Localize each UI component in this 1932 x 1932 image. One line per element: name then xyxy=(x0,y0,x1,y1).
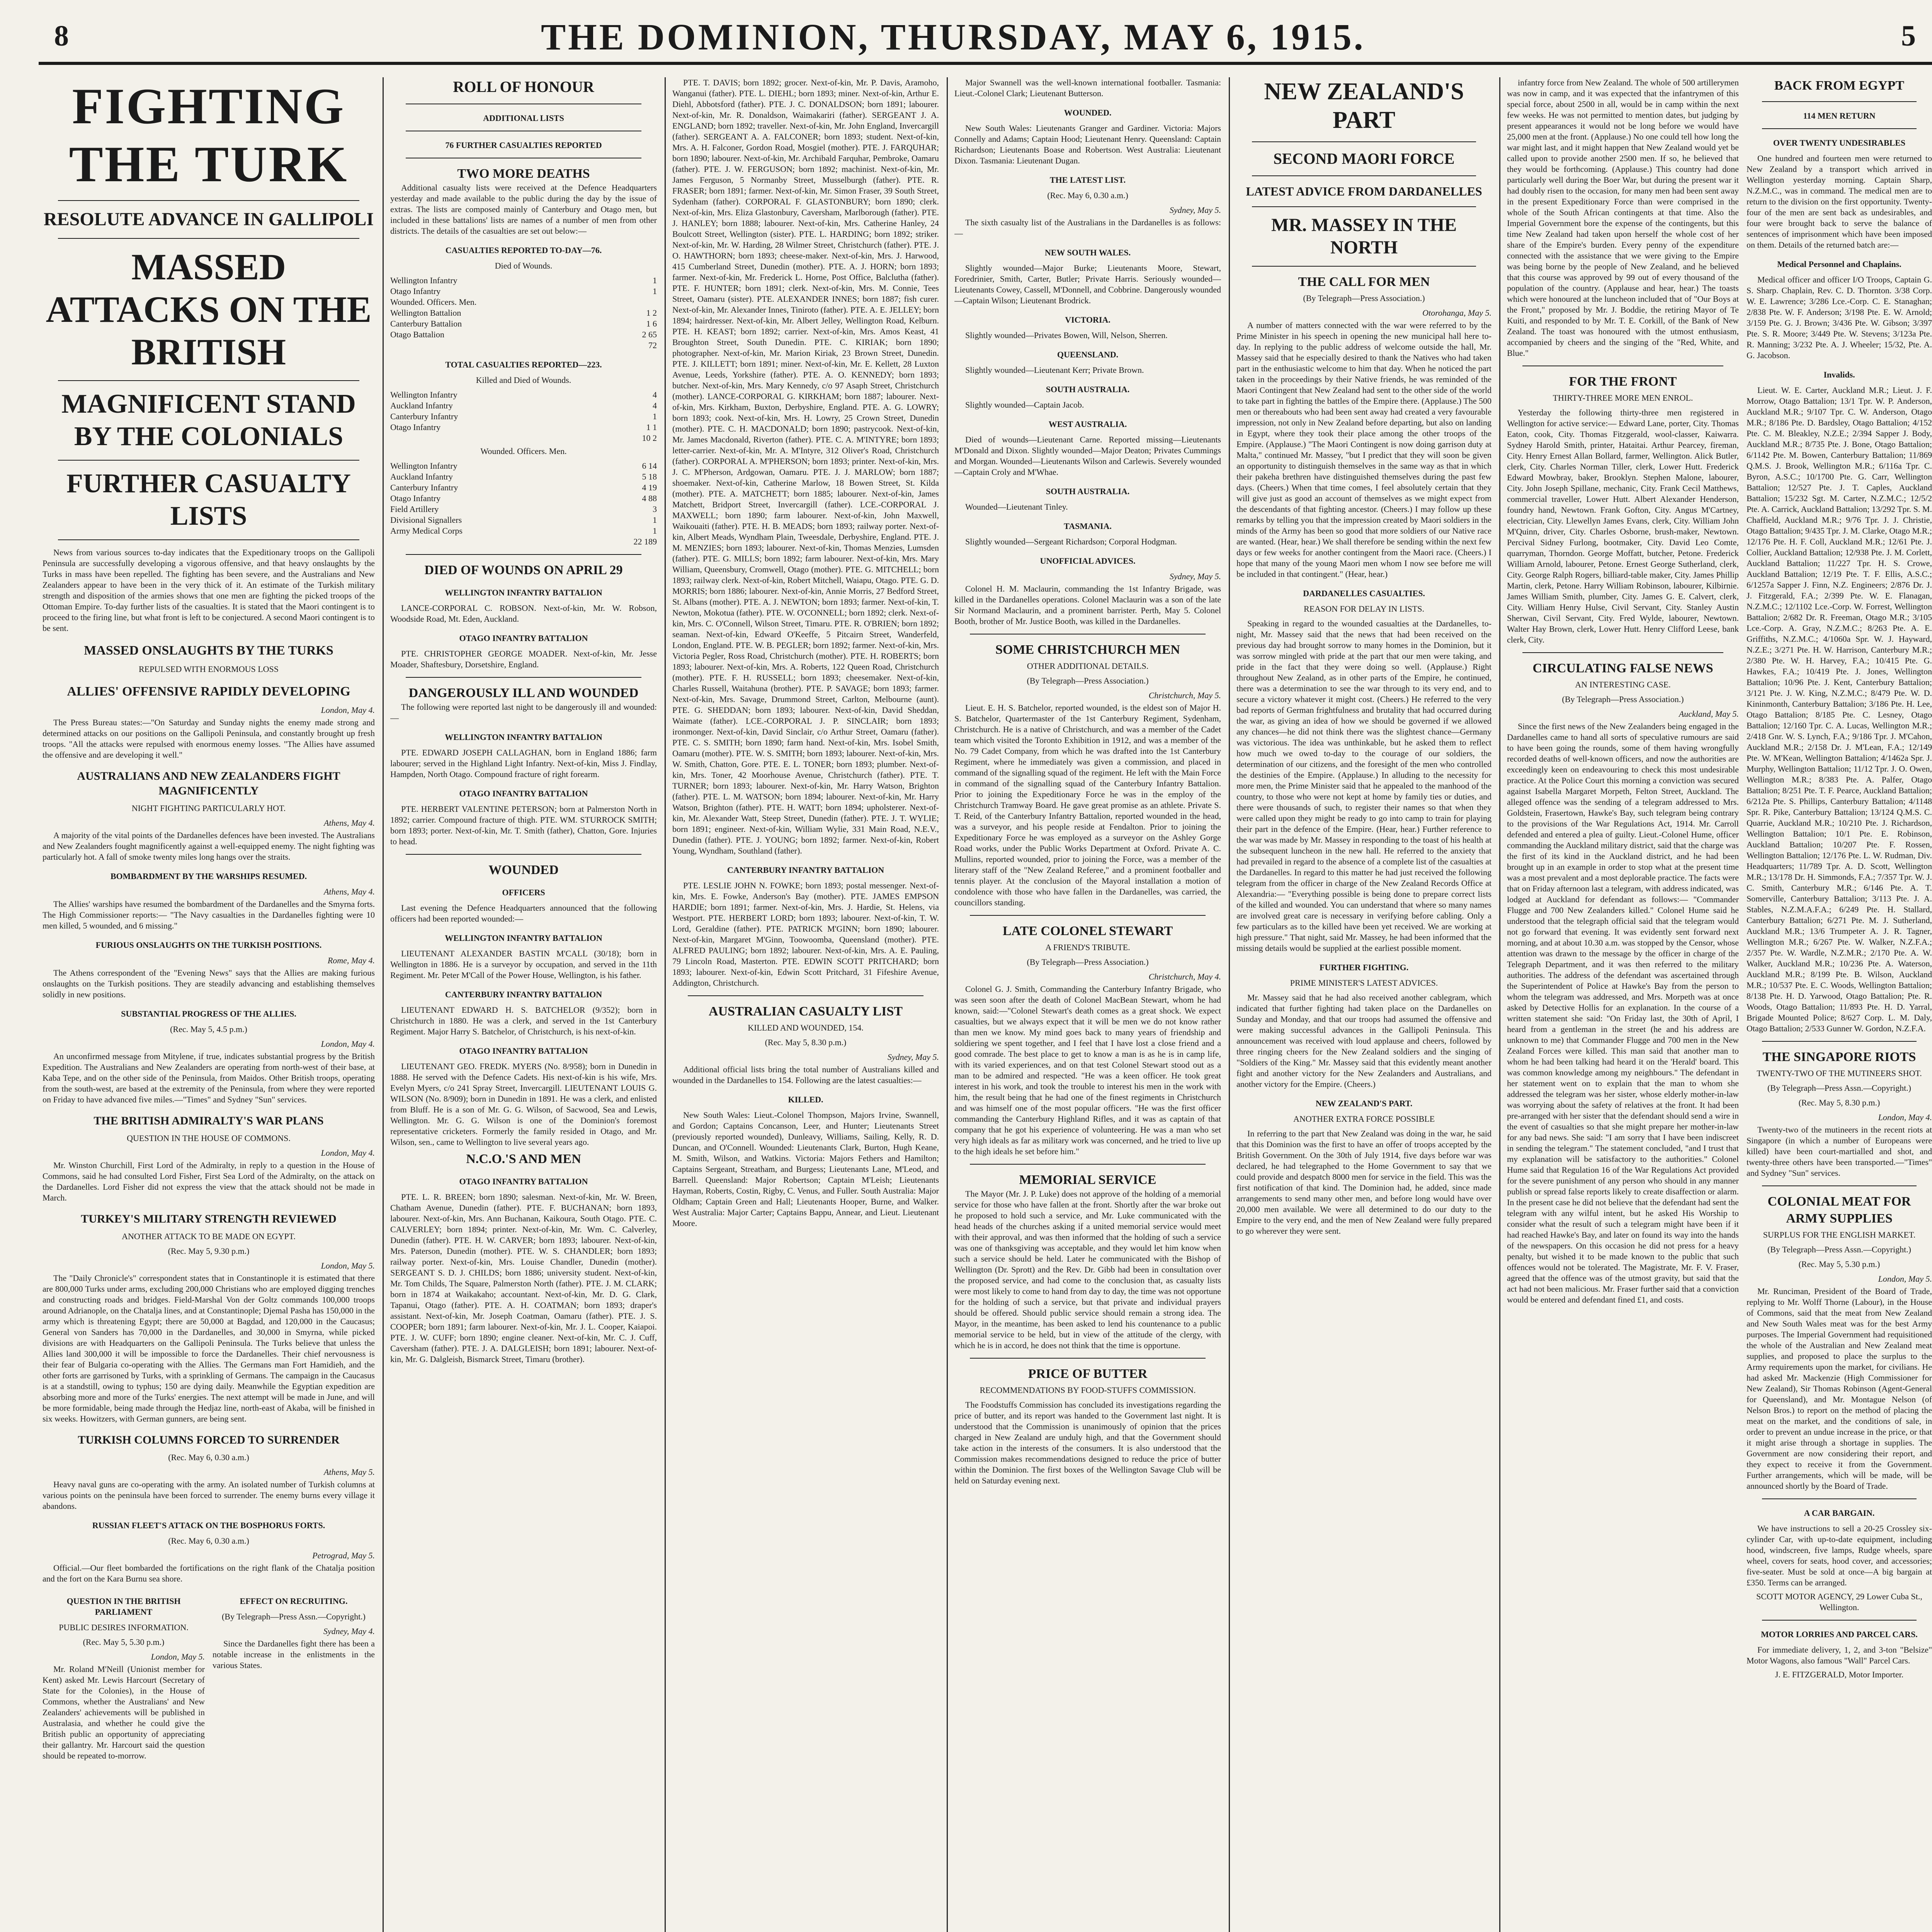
section-heading: 114 MEN RETURN xyxy=(1803,111,1876,121)
received-note: (By Telegraph—Press Assn.—Copyright.) xyxy=(221,1612,366,1621)
section-heading: LATE COLONEL STEWART xyxy=(1002,924,1173,938)
section-subheading: KILLED AND WOUNDED, 154. xyxy=(748,1023,864,1032)
casualty-row xyxy=(390,297,657,308)
section-subheading: RECOMMENDATIONS BY FOOD-STUFFS COMMISSION. xyxy=(980,1385,1196,1395)
article-text: LIEUTENANT ALEXANDER BASTIN M'CALL (30/18); born in Wellington in 1886. He is a surveyor by occupation, and served in the 11th Regiment. Mr. Peter M'Call of the Power House, Wellington, is his father. xyxy=(390,949,657,980)
headline-new-zealands-part: NEW ZEALAND'S PART xyxy=(1264,78,1464,133)
headline-call-for-men: THE CALL FOR MEN xyxy=(1298,275,1430,289)
section-heading: DARDANELLES CASUALTIES. xyxy=(1303,588,1425,598)
state-heading: WEST AUSTRALIA. xyxy=(1048,419,1127,429)
received-note: (Rec. May 5, 5.30 p.m.) xyxy=(1798,1259,1880,1269)
section-heading: RUSSIAN FLEET'S ATTACK ON THE BOSPHORUS FORTS. xyxy=(92,1520,325,1530)
state-heading: SOUTH AUSTRALIA. xyxy=(1046,384,1130,394)
casualty-row xyxy=(390,286,657,297)
state-heading: VICTORIA. xyxy=(1065,315,1111,325)
article-text: Heavy naval guns are co-operating with the army. An isolated number of Turkish columns at various points on the peninsula have been forced to surrender. The enemy burns every village it abandons. xyxy=(43,1480,375,1511)
battalion-heading: CANTERBURY INFANTRY BATTALION xyxy=(727,865,884,875)
casualty-row xyxy=(390,340,657,351)
received-note: (By Telegraph—Press Association.) xyxy=(1303,293,1425,303)
casualty-row-value: 2 65 xyxy=(642,330,657,339)
article-text: Additional official lists bring the total number of Australians killed and wounded in the Dardanelles to 154. Following are the latest casualties:— xyxy=(672,1065,939,1085)
divider xyxy=(1762,101,1917,102)
article-text: Since the first news of the New Zealanders being engaged in the Dardanelles came to hand all sorts of speculative rumours are said to have been going the rounds, some of them having wrongfully recorded deaths of well-known officers, and now the authorities are exceedingly keen on endeavouring to check this most undesirable practice. At the Police Court this morning a conviction was secured against Isabella Margaret Morpeth, Felton Street, Auckland. The alleged offence was the sending of a telegram addressed to Mrs. Goldstein, Frasertown, Hawke's Bay, such telegram being contrary to the provisions of the War Regulations Act, 1914. Mr. Carroll defended and entered a plea of guilty. Lieut.-Colonel Hume, officer commanding the Auckland military district, said that the charge was the first of its kind in the Auckland district, and he had been brought up in an example in order to stop what at the present time was a most prevalent and a most deplorable practice. The facts were that on Friday afternoon last a telegram, with address indicated, was lodged at Auckland for defendant as follows:— "Commander Flugge and 700 New Zealanders killed." Colonel Hume said he understood that the telegraph official said that the telegram would not go forward that evening. It was evidently sent forward next morning, and at about 10.30 a.m. was stopped by the Censor, whose attention was drawn to the message by the officer in charge of the Telegraph Department, and it was then referred to the military authorities. The address of the defendant was ascertained through the Superintendent of Police at Hawke's Bay from the person to whom the telegram was addressed, and Mrs. Morpeth was at once asked by Detective Hollis for an explanation. In the course of a written statement she said: "On Friday last, the 30th of April, I heard from a gentleman in the street (he and his address are unknown to me) that Commander Flugge and 700 men in the New Zealand Forces were killed. This man said that another man to whom he had been talking had heard it on the 'Herald' board. This was common knowledge among my neighbours." The defendant in her statement went on to explain that the man to whom she addressed the telegram was her sister, whose elderly mother-in-law was worrying about the safety of relatives at the front. It had been pre-arranged with her sister that the defendant should send a wire in the event of casualties so that she might prepare her mother-in-law for any bad news. She said: "I am sorry that I have been indiscreet in sending the telegram." The statement concluded, "and I trust that my explanation will be satisfactory to the authorities." Colonel Hume said that Regulation 16 of the War Regulations Act provided for the severe punishment of any person who should in any manner publish or spread false reports likely to create disaffection or alarm. In the present case he did not believe that the defendant had sent the telegram with any wilful intent, but he asked His Worship to consider what the result of such a telegram might have been if it had reached Hawke's Bay, and later on found its way into the hands of the newspapers. On this occasion he did not press for a heavy penalty, but wished it to be made known to the public that such offences would not be tolerated. The Magistrate, Mr. F. V. Fraser, agreed that the offence was of the utmost gravity, but said that the act had not been malicious. Mr. Fraser further said that a conviction would be entered and defendant fined £1, and costs. xyxy=(1507,721,1739,1304)
section-heading: THE BRITISH ADMIRALTY'S WAR PLANS xyxy=(94,1114,324,1127)
headline-resolute-advance: RESOLUTE ADVANCE IN GALLIPOLI xyxy=(44,209,374,230)
dateline: Christchurch, May 4. xyxy=(1148,972,1221,981)
casualty-row-value: 3 xyxy=(653,504,657,514)
page-number-right: 5 xyxy=(1901,20,1917,52)
article-text: Mr. Runciman, President of the Board of Trade, replying to Mr. Wolff Thorne (Labour), in the House of Commons, said that the meat from New Zealand and New South Wales meat was for the best Army purposes. The Imperial Government had requisitioned the whole of the Australian and New Zealand meat supplies, and proposed to place the surplus to the Army requirements upon the market, for civilians. He had asked Mr. Mackenzie (High Commissioner for New Zealand), Sir Thomas Robinson (Agent-General for Queensland), and Mr. Montague Nelson (of Nelson Bros.) to report on the method of placing the meat on the market, and the conditions of sale, in order to prevent an undue increase in the price, or that it might arise through a shortage in supplies. The Government are now considering their report, and they expect to receive it from the Government. Further arrangements, which will be made, will be announced shortly by the Board of Trade. xyxy=(1747,1286,1932,1491)
headline-back-from-egypt: BACK FROM EGYPT xyxy=(1774,78,1905,93)
section-heading: THE LATEST LIST. xyxy=(1049,175,1126,185)
divider xyxy=(406,677,641,678)
casualty-row xyxy=(390,389,657,400)
divider xyxy=(1762,1041,1917,1042)
received-note: (By Telegraph—Press Association.) xyxy=(1027,676,1149,685)
casualty-row-label: Canterbury Battalion xyxy=(390,319,462,328)
divider xyxy=(406,854,641,855)
article-text: New South Wales: Lieutenants Granger and Gardiner. Victoria: Majors Connelly and Adams; Captain Hood; Lieutenant Henry. Queensland: Captain Richardson; Lieutenants Boase and Robertson. West Australia: Lieutenant Dixon. Tasmania: Lieutenant Dugan. xyxy=(954,123,1221,165)
section-subheading: TWENTY-TWO OF THE MUTINEERS SHOT. xyxy=(1757,1068,1922,1078)
section-heading: COLONIAL MEAT FOR ARMY SUPPLIES xyxy=(1767,1194,1911,1226)
received-note: (Rec. May 5, 9.30 p.m.) xyxy=(168,1246,250,1256)
battalion-heading: CANTERBURY INFANTRY BATTALION xyxy=(445,990,602,999)
headline-massey-north: MR. MASSEY IN THE NORTH xyxy=(1271,215,1457,258)
battalion-heading: OTAGO INFANTRY BATTALION xyxy=(459,1046,588,1056)
dateline: London, May 5. xyxy=(321,1261,375,1270)
casualty-row xyxy=(390,411,657,422)
section-heading: TWO MORE DEATHS xyxy=(457,167,590,181)
section-heading: FURTHER FIGHTING. xyxy=(1319,963,1409,972)
article-text: Wounded—Lieutenant Tinley. xyxy=(965,502,1068,512)
column-1 xyxy=(43,77,375,1932)
dateline: London, May 4. xyxy=(321,1039,375,1049)
advertisement-text: We have instructions to sell a 20-25 Crossley six-cylinder Car, with up-to-date equipment, including hood, windscreen, five lamps, Rudge wheels, spare wheel, covers for seats, hood cover, and accessories; five-seater. Must be sold at once—A big bargain at £350. Terms can be arranged. xyxy=(1747,1524,1932,1587)
dateline: Athens, May 5. xyxy=(324,1467,375,1477)
table-heading: CASUALTIES REPORTED TO-DAY—76. xyxy=(445,245,602,255)
divider xyxy=(406,554,641,555)
casualty-row xyxy=(390,504,657,515)
article-text: Since the Dardanelles fight there has been a notable increase in the enlistments in the various States. xyxy=(213,1639,375,1670)
advertisement-heading: MOTOR LORRIES AND PARCEL CARS. xyxy=(1761,1629,1918,1639)
divider xyxy=(58,380,359,381)
casualty-row-label: Wellington Battalion xyxy=(390,308,461,318)
column-rule xyxy=(1499,77,1500,1932)
masthead-rule xyxy=(39,62,1932,65)
battalion-heading: OTAGO INFANTRY BATTALION xyxy=(459,1177,588,1186)
dateline: Sydney, May 5. xyxy=(1169,205,1221,215)
article-text: Slightly wounded—Lieutenant Kerr; Private Brown. xyxy=(965,365,1144,375)
article-text: Major Swannell was the well-known international footballer. Tasmania: Lieut.-Colonel Clark; Lieutenant Butterson. xyxy=(954,78,1221,98)
dateline: London, May 4. xyxy=(321,705,375,715)
headline-fighting-turk: FIGHTING THE TURK xyxy=(69,78,349,192)
casualty-table xyxy=(390,389,657,444)
casualty-row-value: 72 xyxy=(648,340,657,350)
section-subheading: QUESTION IN THE HOUSE OF COMMONS. xyxy=(127,1133,291,1143)
article-text: One hundred and fourteen men were returned to New Zealand by a transport which arrived in Wellington yesterday morning. Captain Sharp, N.Z.M.C., was in command. The medical men are to return to the division on the first opportunity. Twenty-four of the men are sent back as undesirables, and four were brought back to serve the balance of sentences of imprisonment which have been imposed on them. Details of the returned batch are:— xyxy=(1747,153,1932,250)
battalion-heading: WELLINGTON INFANTRY BATTALION xyxy=(445,933,602,943)
article-text: PTE. EDWARD JOSEPH CALLAGHAN, born in England 1886; farm labourer; served in the Highland Light Infantry. Next-of-kin, Miss J. Findlay, Hampden, North Otago. Compound fracture of right forearm. xyxy=(390,748,657,779)
casualty-row-label: Wellington Infantry xyxy=(390,461,457,471)
dateline: Christchurch, May 5. xyxy=(1148,690,1221,700)
table-heading: TOTAL CASUALTIES REPORTED—223. xyxy=(445,360,602,369)
divider xyxy=(970,1358,1206,1359)
received-note: (Rec. May 5, 4.5 p.m.) xyxy=(170,1024,247,1034)
dateline: Athens, May 4. xyxy=(324,887,375,896)
article-text: Colonel G. J. Smith, Commanding the Canterbury Infantry Brigade, who was seen soon after the death of Colonel MacBean Stewart, whom he had known, said:—"Colonel Stewart's death comes as a great shock. We expect casualties, but we always expect that it will be men we do not know rather than men we know. My mind goes back to many years of friendship and soldiering we spent together, and I feel that I have lost a close friend and a good comrade. The best place to get to know a man is as he is in camp life, with its varied experiences, and on that test Colonel Stewart stood out as a man to be admired and respected. "He was a keen officer. He took great interest in his work, and took the trouble to interest his men in the work with him, the result being that he had one of the finest regiments in Christchurch and was himself one of the most popular officers. "He was the first officer commanding the Canterbury Highland Rifles, and it was as captain of that company that he got his experience of volunteering. He was a man who set very high ideals as far as military work was concerned, and he tried to live up to the high ideals he set before him." xyxy=(954,984,1221,1156)
received-note: (Rec. May 6, 0.30 a.m.) xyxy=(168,1536,249,1546)
bottom-split xyxy=(43,1587,375,1764)
article-text: Slightly wounded—Captain Jacob. xyxy=(965,400,1084,410)
dateline: Petrograd, May 5. xyxy=(312,1551,375,1560)
article-text: Died of wounds—Lieutenant Carne. Reported missing—Lieutenants M'Donald and Dixon. Slightly wounded—Major Deaton; Privates Cummings and Morgan. Wounded—Lieutenants Wilson and Carlewis. Severely wounded—Captain Croly and M'Whae. xyxy=(954,435,1221,477)
divider xyxy=(1252,206,1476,207)
dateline: Sydney, May 4. xyxy=(323,1626,375,1636)
state-heading: SOUTH AUSTRALIA. xyxy=(1046,486,1130,496)
section-heading: BOMBARDMENT BY THE WARSHIPS RESUMED. xyxy=(110,871,307,881)
received-note: (By Telegraph—Press Association.) xyxy=(1027,957,1149,967)
casualty-row xyxy=(390,526,657,536)
section-heading: NEW ZEALAND'S PART. xyxy=(1315,1099,1413,1108)
section-heading: DANGEROUSLY ILL AND WOUNDED xyxy=(408,686,639,700)
casualty-row-label: Field Artillery xyxy=(390,504,439,514)
section-heading: MASSED ONSLAUGHTS BY THE TURKS xyxy=(84,643,333,658)
casualty-table xyxy=(390,275,657,351)
headline-latest-advice: LATEST ADVICE FROM DARDANELLES xyxy=(1246,184,1482,198)
casualty-row xyxy=(390,471,657,482)
casualty-row-value: 1 xyxy=(653,526,657,536)
divider xyxy=(58,238,359,239)
casualty-row-value: 1 xyxy=(653,515,657,525)
table-subheading: Killed and Died of Wounds. xyxy=(476,375,571,385)
section-heading: CIRCULATING FALSE NEWS xyxy=(1532,661,1713,675)
casualty-row-value: 1 xyxy=(653,286,657,296)
advertisement-text: For immediate delivery, 1, 2, and 3-ton "Belsize" Motor Wagons, also famous "Wall" Parcel Cars. xyxy=(1747,1645,1932,1665)
dateline: London, May 5. xyxy=(1878,1274,1932,1284)
column-rule xyxy=(947,77,948,1932)
column-3 xyxy=(672,77,939,1932)
casualty-row-value: 1 6 xyxy=(646,319,657,328)
battalion-heading: OTAGO INFANTRY BATTALION xyxy=(459,633,588,643)
casualty-table xyxy=(390,461,657,547)
table-subheading: Died of Wounds. xyxy=(495,261,553,270)
casualty-row xyxy=(390,536,657,547)
casualty-row-value: 4 88 xyxy=(642,493,657,503)
casualty-row xyxy=(390,400,657,411)
divider xyxy=(1762,1620,1917,1621)
article-text: New South Wales: Lieut.-Colonel Thompson, Majors Irvine, Swannell, and Gordon; Captains Concanson, Leer, and Hunter; Lieutenants Street (previously reported wounded), Dunleavy, Williams, Sailing, Kelly, R. D. Duncan, and O'Connell. Wounded: Lieutenants Clark, Burton, Hugh Keane, M. Smith, Wilson, and Watkins. Victoria: Majors Fethers and Hamilton; Captains Sergeant, Streatham, and Burgess; Lieutenants Lane, M'Leod, and Barrell. Queensland: Major Robertson; Captain M'Leish; Lieutenants Hayman, Roberts, Costin, Rigby, C. Venus, and Fuller. South Australia: Major Oldham; Captain Green and Hall; Lieutenants Hooper, Burne, and Walker. West Australia: Major Carter; Captains Bappu, Annear, and Lieut. Lieutenant Moore. xyxy=(672,1110,939,1228)
dateline: London, May 4. xyxy=(1878,1112,1932,1122)
headline-magnificent-stand: MAGNIFICENT STAND BY THE COLONIALS xyxy=(61,389,356,451)
article-text: Lieut. W. E. Carter, Auckland M.R.; Lieut. J. F. Morrow, Otago Battalion; 13/1 Tpr. W. P. Anderson, Auckland M.R.; 9/107 Tpr. C. W. Anderson, Otago M.R.; 8/186 Pte. D. Bardsley, Otago Battalion; 4/152 Pte. C. M. Bleakley, N.Z.E.; 2/394 Sapper J. Body, Auckland M.R.; 8/735 Pte. J. Bone, Otago Battalion; 6/1142 Pte. M. Bowen, Canterbury Battalion; 11/869 Q.M.S. J. Brook, Wellington M.R.; 6/116a Tpr. C. Byron, A.S.C.; 10/1700 Pte. G. Carr, Wellington Battalion; 12/527 Pte. J. T. Caples, Auckland Battalion; 15/232 Sgt. M. Carter, N.Z.M.C.; 12/5/2 Pte. A. Carrick, Auckland Battalion; 13/292 Tpr. S. M. Chaffield, Auckland M.R.; 9/76 Tpr. J. J. Christie, Otago Battalion; 9/435 Tpr. J. M. Clarke, Otago M.R.; 12/176 Pte. H. F. Coll, Auckland M.R.; 12/61 Pte. J. Collier, Auckland Battalion; 12/938 Pte. J. M. Corlett, Auckland Battalion; 11/227 Tpr. H. S. Crowe, Auckland Battalion; 12/19 Pte. T. F. Ellis, A.S.C.; 6/1257a Sapper J. Finn, N.Z. Engineers; 2/876 Dr. J. J. Fitzgerald, F.A.; 2/399 Pte. W. E. Flanagan, N.Z.M.C.; 12/1102 Lce.-Corp. W. Forrest, Wellington Battalion; 2/682 Dr. R. Freeman, Otago M.R.; 3/105 Lce.-Corp. A. Gray, N.Z.M.C.; 8/263 Pte. A. E. Griffiths, N.Z.M.C.; 4/1060a Spr. W. J. Hayward, N.Z.E.; 3/271 Pte. H. W. Harrison, Canterbury M.R.; 2/380 Pte. W. H. Harvey, F.A.; 10/415 Pte. G. Hawkes, F.A.; 10/419 Pte. J. Jones, Wellington Battalion; 10/96 Pte. J. Kent, Canterbury Battalion; 3/121 Pte. J. W. King, N.Z.M.C.; 8/479 Pte. W. D. Kininmonth, Canterbury Battalion; 3/186 Pte. H. Lee, Otago Battalion; 8/185 Pte. C. Lesney, Otago Battalion; 12/160 Tpr. C. A. Lucas, Wellington M.R.; 2/418 Gnr. W. S. Lynch, F.A.; 9/186 Tpr. J. M'Cahon, Auckland M.R.; 2/158 Dr. J. M'Lean, F.A.; 12/149 Pte. W. M'Kean, Wellington Battalion; 4/1462a Spr. J. Murphy, Wellington Battalion; 11/12 Tpr. J. O. Owen, Wellington M.R.; 8/383 Pte. A. Palfer, Otago Battalion; 8/251 Pte. T. F. Pearce, Auckland Battalion; 6/212a Pte. S. Phillips, Canterbury Battalion; 4/1148 Spr. R. Pike, Canterbury Battalion; 13/124 Q.M.S. C. Quarrie, Auckland M.R.; 10/210 Pte. J. Richardson, Wellington Battalion; 10/1 Pte. E. Robinson, Auckland Battalion; 10/207 Pte. F. Rossen, Wellington Battalion; 12/176 Pte. L. W. Rudman, Div. Headquarters; 11/789 Tpr. A. D. Scott, Wellington M.R.; 13/178 Dr. H. Simmonds, F.A.; 7/357 Tpr. W. J. C. Smith, Canterbury M.R.; 6/146 Pte. A. T. Somerville, Canterbury Battalion; 3/113 Pte. J. A. Stables, N.Z.M.A.F.A.; 6/249 Pte. H. Stallard, Canterbury Battalion; 6/271 Pte. M. J. Sutherland, Auckland M.R.; 13/6 Trumpeter A. J. R. Tagner, Wellington M.R.; 6/267 Pte. W. Walker, N.Z.F.A.; 2/357 Pte. W. Wardle, N.Z.M.R.; 2/170 Pte. A. W. Walker, Auckland M.R.; 10/236 Pte. A. Waterson, Auckland M.R.; 8/199 Pte. B. Wilson, Auckland M.R.; 10/537 Pte. E. C. Woods, Wellington Battalion; 8/138 Pte. H. D. Yarwood, Otago Battalion; Pte. R. Woods, Otago Battalion; 11/893 Pte. H. D. Yarral, Brigade Mounted Police; 8/627 Corp. L. M. Daly, Otago Battalion; 2/533 Gunner W. Gordon, N.Z.F.A. xyxy=(1747,385,1932,1033)
section-subheading: ANOTHER ATTACK TO BE MADE ON EGYPT. xyxy=(122,1231,296,1241)
article-text: The following were reported last night to be dangerously ill and wounded:— xyxy=(390,702,657,723)
section-heading: DIED OF WOUNDS ON APRIL 29 xyxy=(424,563,623,577)
section-heading: OVER TWENTY UNDESIRABLES xyxy=(1773,138,1906,148)
article-text: LANCE-CORPORAL C. ROBSON. Next-of-kin, Mr. W. Robson, Woodside Road, Mt. Eden, Auckland. xyxy=(390,603,657,624)
section-heading: FOR THE FRONT xyxy=(1569,374,1677,389)
casualty-row-value: 4 19 xyxy=(642,483,657,492)
divider xyxy=(688,995,923,996)
section-heading: EFFECT ON RECRUITING. xyxy=(240,1596,348,1606)
article-text: Mr. Roland M'Neill (Unionist member for Kent) asked Mr. Lewis Harcourt (Secretary of State for the Colonies), in the House of Commons, whether the Australians' and New Zealanders' achievements will be published in Australasia, and whether he could give the British public an opportunity of appreciating their gallantry. Mr. Harcourt said the question should be repeated to-morrow. xyxy=(43,1664,205,1760)
dateline: London, May 5. xyxy=(151,1652,205,1662)
section-subheading: SURPLUS FOR THE ENGLISH MARKET. xyxy=(1763,1230,1916,1240)
section-heading: ALLIES' OFFENSIVE RAPIDLY DEVELOPING xyxy=(67,684,350,699)
article-text: A number of matters connected with the war were referred to by the Prime Minister in his speech in opening the new municipal hall here to-day. In replying to the public address of welcome outside the hall, Mr. Massey said that he especially desired to thank the Natives who had taken part in the enthusiastic welcome to him that day. When he noticed the part taken in the proceedings by their Native friends, he was reminded of the Maori Contingent that New Zealand had sent to the other side of the world to take part in fighting the battles of the Empire there. (Applause.) The 500 men or thereabouts who had been sent away had created a very favourable impression, not only in New Zealand before departing, but also on landing in Egypt, where they took their place among the other troops of the Empire. (Applause.) "The Maori Contingent is now doing garrison duty at Malta," continued Mr. Massey, "but I predict that they will soon be given an opportunity to distinguish themselves in the same way as that in which their pakeha brethren have distinguished themselves during the past few days. (Cheers.) When that time comes, I feel absolutely certain that they will give just as good an account of themselves as we might expect from the descendants of that fighting ancestor. (Cheers.) I may follow up these remarks by telling you that the impression created by Maori soldiers in the minds of the Army has been so good that more soldiers of our Native race are wanted. (Hear, hear.) We shall therefore be sending within the next few days or few weeks for another contingent from the Maori race. (Cheers.) I hope that many of the young Maori men whom I now see before me will be included in that contingent." (Hear, hear.) xyxy=(1236,320,1492,579)
state-heading: QUEENSLAND. xyxy=(1057,350,1119,359)
article-text: Mr. Winston Churchill, First Lord of the Admiralty, in reply to a question in the House of Commons, said he had consulted Lord Fisher, First Sea Lord of the Admiralty, on the attack on the Dardanelles. Lord Fisher did not express the view that the attack should not be made in March. xyxy=(43,1160,375,1202)
section-heading: TURKEY'S MILITARY STRENGTH REVIEWED xyxy=(81,1213,337,1225)
casualty-row-label: Auckland Infantry xyxy=(390,401,453,410)
dateline: Sydney, May 5. xyxy=(887,1052,939,1062)
article-text: LIEUTENANT GEO. FREDK. MYERS (No. 8/958); born in Dunedin in 1888. He served with the Defence Cadets. His next-of-kin is his wife, Mrs. Evelyn Myers, c/o 241 Spray Street, Invercargill. LIEUTENANT LOUIS G. WILSON (No. 8/909); born in Dunedin in 1891. He was a clerk, and enlisted from Bluff. He is a son of Mr. G. G. Wilson, of Sacwood, Sea and Lewis, Wellington. Mr. G. G. Wilson is one of the Dominion's foremost representative cricketers. Formerly the family resided in Otago, and Mr. Wilson, sen., came to Wellington to live several years ago. xyxy=(390,1061,657,1147)
casualty-row-label: Otago Infantry xyxy=(390,493,441,503)
article-text: The Mayor (Mr. J. P. Luke) does not approve of the holding of a memorial service for those who have fallen at the front. Shortly after the war broke out he proposed to hold such a service, and Mr. Luke communicated with the head heads of the churches asking if a united memorial service would meet with their approval, and was then informed that the holding of such a service was one of thanksgiving was acceptable, and they would let him know when such a service should be held. Later he communicated with the Bishop of Wellington (Dr. Sprott) and the Rev. Dr. Gibb had been in consultation over the proposed service, and had come to the conclusion that, as casualty lists were most likely to come to hand from day to day, the time was not opportune for the holding of such a service, but that private and individual prayers should be offered. Should public service should remain a strong idea. The Mayor, in the meantime, has been asked to lend his countenance to a public memorial service to be held, but in view of the attitude of the clergy, with which he is in accord, he does not think that the time is opportune. xyxy=(954,1189,1221,1350)
casualty-row xyxy=(390,422,657,433)
section-heading: FURIOUS ONSLAUGHTS ON THE TURKISH POSITIONS. xyxy=(95,940,322,950)
article-text: An unconfirmed message from Mitylene, if true, indicates substantial progress by the British Expedition. The Australians and New Zealanders are operating from north-west of their base, at Kaba Tepe, and on the other side of the Peninsula, from Maidos. Other British troops, operating from the south-west, are based at the extremity of the Peninsula, from where they were reported on Friday to have advanced five miles.—"Times" and Sydney "Sun" services. xyxy=(43,1051,375,1104)
dateline: Athens, May 4. xyxy=(324,818,375,828)
article-text: Official.—Our fleet bombarded the fortifications on the right flank of the Chatalja position and the fort on the Kara Burnu sea shore. xyxy=(43,1563,375,1583)
section-heading: AUSTRALIAN CASUALTY LIST xyxy=(709,1004,903,1019)
casualty-row xyxy=(390,318,657,329)
section-heading: AUSTRALIANS AND NEW ZEALANDERS FIGHT MAGNIFICENTLY xyxy=(77,770,340,797)
received-note: (Rec. May 5, 8.30 p.m.) xyxy=(1798,1098,1880,1107)
table-subheading: Wounded. Officers. Men. xyxy=(480,446,567,456)
casualty-row xyxy=(390,329,657,340)
divider xyxy=(1252,141,1476,142)
battalion-heading: OTAGO INFANTRY BATTALION xyxy=(459,789,588,798)
received-note: (By Telegraph—Press Assn.—Copyright.) xyxy=(1767,1083,1912,1093)
casualty-row-value: 5 18 xyxy=(642,472,657,481)
dateline: Rome, May 4. xyxy=(327,956,375,965)
divider xyxy=(970,915,1206,916)
article-text: LIEUTENANT EDWARD H. S. BATCHELOR (9/352); born in Christchurch in 1880. He was a clerk, and served in the 1st Canterbury Regiment. Major Harry S. Batchelor, of Christchurch, is his next-of-kin. xyxy=(390,1005,657,1036)
divider xyxy=(58,200,359,201)
article-text: Colonel H. M. Maclaurin, commanding the 1st Infantry Brigade, was killed in the Dardanelles operations. Colonel Maclaurin was a son of the late Sir Normand Maclaurin, and a prominent barrister. Perth, May 5. Colonel Booth, brother of Mr. Justice Booth, was killed in the Dardanelles. xyxy=(954,584,1221,626)
column-rule xyxy=(1229,77,1230,1932)
casualty-row xyxy=(390,515,657,526)
column-rule xyxy=(383,77,384,1932)
casualty-row xyxy=(390,493,657,504)
section-heading: SUBSTANTIAL PROGRESS OF THE ALLIES. xyxy=(121,1009,296,1019)
newspaper-title: THE DOMINION, THURSDAY, MAY 6, 1915. xyxy=(541,16,1366,58)
article-text: Mr. Massey said that he had also received another cablegram, which indicated that further fighting had taken place on the Dardanelles on Sunday and Monday, and that our troops had assumed the offensive and were making successful advances in the Gallipoli Peninsula. This announcement was received with loud applause and cheers, followed by three ringing cheers for the New Zealand soldiers and the singing of "Soldiers of the King." Mr. Massey said that this evidently meant another fight and another victory for the New Zealanders and Australians, and another victory for the Empire. (Cheers.) xyxy=(1236,993,1492,1089)
headline-massed-attacks: MASSED ATTACKS ON THE BRITISH xyxy=(46,246,372,372)
casualty-row-label: Otago Battalion xyxy=(390,330,444,339)
casualty-row-label: Canterbury Infantry xyxy=(390,412,458,421)
section-subheading: ANOTHER EXTRA FORCE POSSIBLE xyxy=(1293,1114,1435,1124)
article-text: Lieut. E. H. S. Batchelor, reported wounded, is the eldest son of Major H. S. Batchelor, Quartermaster of the 1st Canterbury Regiment, Sydenham, Christchurch. He is a native of Christchurch, and was a member of the Cadet team which visited the Toronto Exhibition in 1912, and was a member of the No. 79 Cadet Company, from which he was drafted into the 1st Canterbury Regiment, where he immediately was given a commission, and placed in command of the signalling squad of the regiment. He left with the Main Force in command of the signalling squad of the Canterbury Infantry Battalion. Prior to joining the Expeditionary Force he was in the employ of the Christchurch Tramway Board. He gave great promise as an athlete. Private S. T. Reid, of the Canterbury Infantry Battalion, reported wounded in the head, was a surveyor, and his people reside at Fendalton. Prior to joining the Expeditionary Force he was employed as a surveyor on the Ashley Gorge Road works, under the Public Works Department at Oxford. Private A. C. Mullins, reported wounded, prior to joining the Force, was a member of the literary staff of the "New Zealand Referee," and a prominent footballer and tennis player. At the conclusion of the Mayoral installation a motion of condolence with those who have fallen in the Dardanelles, was carried, the councillors standing. xyxy=(954,703,1221,907)
section-heading: UNOFFICIAL ADVICES. xyxy=(1040,556,1136,566)
article-text: The "Daily Chronicle's" correspondent states that in Constantinople it is estimated that there are 800,000 Turks under arms, excluding 200,000 Christians who are employed digging trenches and constructing roads and bridges. Field-Marshal Von der Goltz commands 100,000 troops around Adrianople, on the Chatalja lines, and at Constantinople; Djemal Pasha has 150,000 in the army which is threatening Egypt; there are 50,000 at Bagdad, and 120,000 in the Caucasus; General von Sanders has 70,000 in the Dardanelles, and 30,000 in Smyrna, while picked divisions are with Headquarters on the Gallipoli Peninsula. The Turks believe that unless the Allies land 300,000 it will be impossible to force the Dardanelles. Their chief nervousness is their fear of Bulgaria co-operating with the Allies. The Germans man Fort Hamidieh, and the other forts are garrisoned by Turks, with a sprinkling of Germans. The campaign in the Caucasus is at a standstill, owing to typhus; 150 are dying daily. Meanwhile the Egyptian expedition are absorbing more and more of the Turks' energies. The next attempt will be made in June, and will be more formidable, being made through the Hedjaz line, north-east of Akaba, will be finished in six weeks. Howitzers, with German gunners, are being sent. xyxy=(43,1273,375,1423)
casualty-row-label: Wounded. Officers. Men. xyxy=(390,297,477,307)
section-heading: N.C.O.'S AND MEN xyxy=(466,1152,581,1166)
section-subheading: REPULSED WITH ENORMOUS LOSS xyxy=(138,664,279,674)
section-heading: SOME CHRISTCHURCH MEN xyxy=(995,643,1180,657)
divider xyxy=(1762,1498,1917,1499)
section-heading: THE SINGAPORE RIOTS xyxy=(1762,1050,1916,1064)
headline-second-maori-force: SECOND MAORI FORCE xyxy=(1273,150,1455,167)
article-text: Slightly wounded—Major Burke; Lieutenants Moore, Stewart, Foredrinier, Smith, Carter, Butler; Private Harris. Seriously wounded—Lieutenants Cowey, Cassell, M'Donnell, and Cobbrine. Dangerously wounded—Captain Wilson; Lieutenant Brodrick. xyxy=(954,263,1221,305)
battalion-heading: WELLINGTON INFANTRY BATTALION xyxy=(445,588,602,597)
section-subheading: Medical Personnel and Chaplains. xyxy=(1777,259,1901,269)
article-text: The Press Bureau states:—"On Saturday and Sunday nights the enemy made strong and determined attacks on our positions on the Gallipoli Peninsula, and constantly brought up fresh troops. "All the attacks were repulsed with enormous enemy losses. "The Allies have assumed the offensive and are developing it well." xyxy=(43,718,375,760)
article-text: PTE. LESLIE JOHN N. FOWKE; born 1893; postal messenger. Next-of-kin, Mrs. E. Fowke, Anderson's Bay (mother). PTE. JAMES EMPSON HARDIE; born 1891; farmer. Next-of-kin, Mrs. J. Hardie, St. Helens, via Westport. PTE. HERBERT LORD; born 1893; labourer. Next-of-kin, T. W. Lord, Geraldine (father). PTE. PATRICK M'GINN; born 1890; labourer. Next-of-kin, Margaret M'Ginn, Toowoomba, Queensland (mother). PTE. ALFRED PAULING; born 1892; labourer. Next-of-kin, Mrs. A. E. Pauling, 79 Lincoln Road, Masterton. PTE. EDWIN SCOTT PRITCHARD; born 1893; labourer. Next-of-kin, Edwin Scott Pritchard, 31 Fifeshire Avenue, Addington, Christchurch. xyxy=(672,881,939,988)
divider xyxy=(1252,266,1476,267)
casualty-row-value: 10 2 xyxy=(642,433,657,443)
casualty-row-value: 22 189 xyxy=(633,537,657,546)
divider xyxy=(1522,652,1723,653)
dateline: Otorohanga, May 5. xyxy=(1422,308,1492,318)
page-number-left: 8 xyxy=(54,20,70,52)
dateline: Sydney, May 5. xyxy=(1169,571,1221,581)
casualty-row xyxy=(390,461,657,471)
article-text: Slightly wounded—Privates Bowen, Will, Nelson, Sherren. xyxy=(965,330,1168,340)
column-7 xyxy=(1747,77,1932,1932)
casualty-row-value: 1 xyxy=(653,412,657,421)
casualty-row-value: 4 xyxy=(653,390,657,400)
article-text: The Athens correspondent of the "Evening News" says that the Allies are making furious onslaughts on the Turkish positions. They are steadily advancing and establishing themselves solidly in new positions. xyxy=(43,968,375,999)
article-text: PTE. L. R. BREEN; born 1890; salesman. Next-of-kin, Mr. W. Breen, Chatham Avenue, Dunedin (father). PTE. F. BUCHANAN; born 1893, labourer. Next-of-kin, Mrs. Ann Buchanan, Kaikoura, South Otago. PTE. C. CALVERLEY; born 1894; printer. Next-of-kin, Mr. Wm. C. Calverley, Dunedin (father). PTE. H. W. CARVER; born 1893; labourer. Next-of-kin, Mrs. Paterson, Dunedin (mother). PTE. W. S. CHANDLER; born 1893; railway porter. Next-of-kin, Mrs. Louise Chandler, Dunedin (mother). SERGEANT S. D. J. CHILDS; born 1886; university student. Next-of-kin, Mr. Tom Childs, The Square, Palmerston North (father). PTE. J. M. CLARK; born in 1874 at Waikakaho; accountant. Next-of-kin, Mr. D. G. Clark, Tapanui, Otago (father). PTE. A. H. COATMAN; born 1893; draper's assistant. Next-of-kin, Mr. Joseph Coatman, Oamaru (father). PTE. J. S. COOPER; born 1891; farm labourer. Next-of-kin, Mr. J. L. Cooper, Kaiapoi. PTE. J. W. CUFF; born 1890; engine cleaner. Next-of-kin, Mr. C. J. Cuff, Caversham (father). PTE. J. A. DALGLEISH; born 1891; labourer. Next-of-kin, Mr. G. Dalgleish, Bismarck Street, Timaru (brother). xyxy=(390,1192,657,1364)
casualty-row xyxy=(390,308,657,318)
masthead xyxy=(39,12,1932,58)
casualty-row xyxy=(390,433,657,444)
advertisement-signature: J. E. FITZGERALD, Motor Importer. xyxy=(1775,1670,1904,1679)
section-subheading: WOUNDED. xyxy=(1064,108,1112,117)
casualty-row-label: Wellington Infantry xyxy=(390,276,457,285)
casualty-row-value: 1 2 xyxy=(646,308,657,318)
state-heading: NEW SOUTH WALES. xyxy=(1044,248,1131,257)
section-heading: 76 FURTHER CASUALTIES REPORTED xyxy=(445,140,602,150)
divider xyxy=(58,539,359,540)
section-subheading: THIRTY-THREE MORE MEN ENROL. xyxy=(1553,393,1693,403)
section-subheading: NIGHT FIGHTING PARTICULARLY HOT. xyxy=(131,803,286,813)
column-5 xyxy=(1236,77,1492,1932)
section-heading: TURKISH COLUMNS FORCED TO SURRENDER xyxy=(78,1434,340,1446)
section-subheading: AN INTERESTING CASE. xyxy=(1575,680,1671,689)
article-text: The Allies' warships have resumed the bombardment of the Dardanelles and the Smyrna forts. The High Commissioner reports:— "The Navy casualties in the Dardanelles fighting were 10 men killed, 5 wounded, and 6 missing." xyxy=(43,899,375,930)
section-subheading: PRIME MINISTER'S LATEST ADVICES. xyxy=(1290,978,1438,988)
casualty-row-value: 1 1 xyxy=(646,422,657,432)
advertisement-heading: A CAR BARGAIN. xyxy=(1804,1508,1875,1518)
received-note: (By Telegraph—Press Association.) xyxy=(1562,694,1684,704)
casualty-row-label: Canterbury Infantry xyxy=(390,483,458,492)
section-subheading: OFFICERS xyxy=(502,888,545,897)
casualty-row-label: Army Medical Corps xyxy=(390,526,463,536)
divider xyxy=(1762,128,1917,129)
article-text: Slightly wounded—Sergeant Richardson; Corporal Hodgman. xyxy=(965,537,1177,546)
column-4 xyxy=(954,77,1221,1932)
section-heading: WOUNDED xyxy=(488,863,559,877)
article-text: PTE. CHRISTOPHER GEORGE MOADER. Next-of-kin, Mr. Jesse Moader, Shaftesbury, Dorsetshire, England. xyxy=(390,649,657,669)
casualty-row-label: Otago Infantry xyxy=(390,286,441,296)
casualty-row-value: 6 14 xyxy=(642,461,657,471)
section-subheading: REASON FOR DELAY IN LISTS. xyxy=(1304,604,1424,614)
divider xyxy=(1762,1185,1917,1186)
headline-further-casualty-lists: FURTHER CASUALTY LISTS xyxy=(66,469,351,531)
dateline: Auckland, May 5. xyxy=(1679,709,1739,719)
article-text: The sixth casualty list of the Australians in the Dardanelles is as follows:— xyxy=(954,218,1221,238)
received-note: (Rec. May 6, 0.30 a.m.) xyxy=(168,1452,249,1462)
battalion-heading: WELLINGTON INFANTRY BATTALION xyxy=(445,732,602,742)
casualty-row xyxy=(390,275,657,286)
advertisement-signature: SCOTT MOTOR AGENCY, 29 Lower Cuba St., Wellington. xyxy=(1756,1592,1922,1612)
article-text: Yesterday the following thirty-three men registered in Wellington for active service:— Edward Lane, porter, City. Thomas Eaton, cook, City. Thomas Fitzgerald, wool-classer, Kaiwarra. Sydney Harold Smith, printer, Hataitai. Arthur Pearcey, fireman, City. Henry Ernest Allan Bollard, farmer, Wellington. Alick Butler, clerk, City. Charles Norman Tiller, clerk, Lower Hutt. Frederick Edward Mowbray, baker, Brooklyn. Stephen Malone, labourer, City. John Joseph Spillane, mechanic, City. Frank Cecil Matthews, commercial traveller, Lower Hutt. Albert Alexander Henderson, foundry hand, Newtown. Frank Gofton, City. Angus M'Cartney, electrician, City. Llewellyn James Evans, clerk, City. William John M'Quinn, driver, City. Charles Osborne, brush-maker, Newtown. Percival Sidney Furlong, bootmaker, City. David Leo Comte, quarryman, Thorndon. George Moffatt, butcher, Petone. Frederick William Arnold, labourer, Petone. Ernest George Sutherland, clerk, City. George Ralph Rogers, billiard-table maker, City. James Phillip Martin, clerk, Petone. Harry William Robinson, labourer, Kilbirnie. James William Smith, plumber, City. James G. E. Calvert, clerk, City. William Henry Hulse, Civil Servant, City. Stanley Austin Sherwan, Civil Servant, City. Fred Wylde, labourer, Newtown. Walter Hay Brown, clerk, Lower Hutt. Henry Clifford Leese, bank clerk, City. xyxy=(1507,408,1739,645)
section-heading: ADDITIONAL LISTS xyxy=(483,113,564,123)
received-note: (Rec. May 5, 5.30 p.m.) xyxy=(83,1637,165,1647)
article-text: A majority of the vital points of the Dardanelles defences have been invested. The Australians and New Zealanders fought magnificently against a well-equipped enemy. The night fighting was particularly hot. A fall of smoke twenty miles long hangs over the straits. xyxy=(43,830,375,862)
article-text: In referring to the part that New Zealand was doing in the war, he said that this Dominion was the first to have an offer of troops accepted by the British Government. On the 30th of July 1914, five days before war was declared, he had telegraphed to the Home Government to say that we could provide and despatch 8000 men for service in the field. This was the first notification of that kind. The Dominion had, he added, since made arrangements to send many other men, and before long would have over 20,000 men available. We were all determined to do our duty to the Empire to the very end, and the men of New Zealand were fully prepared to go wherever they were sent. xyxy=(1236,1129,1492,1236)
article-text: Additional casualty lists were received at the Defence Headquarters yesterday and made available to the public during the day by the issue of extras. The lists are composed mainly of Canterbury and Otago men, but included in these battalions' lists are names of a number of men from other districts. The details of the casualties are set out below:— xyxy=(390,183,657,236)
casualty-row-label: Otago Infantry xyxy=(390,422,441,432)
column-rule xyxy=(665,77,666,1932)
casualty-row-label: Wellington Infantry xyxy=(390,390,457,400)
casualty-row-value: 1 xyxy=(653,276,657,285)
article-text: PTE. T. DAVIS; born 1892; grocer. Next-of-kin, Mr. P. Davis, Aramoho, Wanganui (father). PTE. L. DIEHL; born 1893; miner. Next-of-kin, Arthur E. Diehl, Abbotsford (father). PTE. J. C. DONALDSON; born 1891; labourer. Next-of-kin, Mr. R. Donaldson, Waimakariri (father). SERGEANT J. A. ENGLAND; born 1892; traveller. Next-of-kin, Mr. John England, Invercargill (father). SERGEANT A. A. FALCONER; born 1893; student. Next-of-kin, Mrs. A. H. Falconer, Gordon Road, Mosgiel (mother). PTE. J. FARQUHAR; born 1890; labourer. Next-of-kin, Mr. Archibald Farquhar, Pembroke, Oamaru (father). PTE. J. W. FERGUSON; born 1892; machinist. Next-of-kin, Mr. James Ferguson, 5 Normanby Street, Musselburgh (father). PTE. R. FRASER; born 1891; farmer. Next-of-kin, Mr. Simon Fraser, 39 South Street, Sydenham (father). CORPORAL F. GLASTONBURY; born 1890; clerk. Next-of-kin, Mrs. Eliza Glastonbury, Caversham, Marlborough (father). PTE. J. HANLEY; born 1888; labourer. Next-of-kin, Mrs. Catherine Hanley, 24 Boulcott Street, Wellington (sister). PTE. L. HARDING; born 1892; striker. Next-of-kin, Mr. W. Harding, 28 Wilmer Street, Christchurch (father). PTE. J. O. HAWTHORN; born 1893; cheese-maker. Next-of-kin, Mrs. J. Harwood, 415 Cumberland Street, Dunedin (mother). PTE. A. J. HORN; born 1893; farmer. Next-of-kin, Mr. Frederick L. Horne, Post Office, Balclutha (father). PTE. F. HUNTER; born 1891; clerk. Next-of-kin, Mrs. M. Connie, Tees Street, Oamaru (sister). PTE. ALEXANDER INNES; born 1887; fish curer. Next-of-kin, Mr. Alexander Innes, Tiniroto (father). PTE. A. E. JELLEY; born 1894; hairdresser. Next-of-kin, Mr. Albert Jelley, Wellington Road, Kelburn. PTE. H. KEAST; born 1892; carrier. Next-of-kin, Mrs. Amos Keast, 41 Broughton Street, South Dunedin. PTE. C. KIRIAK; born 1890; photographer. Next-of-kin, Mr. Marion Kiriak, 23 Brown Street, Dunedin. PTE. J. KILLETT; born 1891; miner. Next-of-kin, Mr. E. Kellett, 28 Luxton Avenue, Leeds, Yorkshire (father). PTE. A. O. KENNEDY; born 1893; butcher. Next-of-kin, Mrs. Mary Kennedy, c/o 97 Asaph Street, Christchurch (mother). LANCE-CORPORAL G. KIRKHAM; born 1887; labourer. Next-of-kin, Mrs. Kirkham, Buxton, Derbyshire, England. PTE. A. G. LOWRY; born 1893; cook. Next-of-kin, Mrs. H. Lowry, 25 Crown Street, Dunedin (mother). PTE. C. H. MACDONALD; born 1890; pastrycook. Next-of-kin, Mr. James Macdonald, Riverton (father). PTE. C. A. M'INTYRE; born 1893; letter-carrier. Next-of-kin, Mr. A. M'Intyre, 312 Oliver's Road, Christchurch (father). CORPORAL A. M'PHERSON; born 1893; printer. Next-of-kin, Mrs. J. C. M'Pherson, Ardgowan, Oamaru. PTE. J. J. MARLOW; born 1887; shoemaker. Next-of-kin, Catherine Marlow, 18 Bowen Street, St. Kilda (mother). PTE. A. MATCHETT; born 1885; labourer. Next-of-kin, James Matchett, Bridport Street, Invercargill (father). LCE.-CORPORAL J. MAXWELL; born 1890; farm labourer. Next-of-kin, John Maxwell, Waikouaiti (father). PTE. H. B. MEADS; born 1893; railway porter. Next-of-kin, Albert Meads, Wyndham Plain, Tweesdale, Derbyshire, England. PTE. J. M. MENZIES; born 1893; labourer. Next-of-kin, Thomas Menzies, Lumsden (father). PTE. G. MILLS; born 1892; farm labourer. Next-of-kin, Mrs. Mary William, Queensbury, Cromwell, Otago (mother). PTE. G. MITCHELL; born 1893; railway clerk. Next-of-kin, Robert Mitchell, Waiapu, Otago. PTE. G. D. MORRIS; born 1886; labourer. Next-of-kin, Annie Morris, 27 Bedford Street, St. Albans (mother). PTE. A. J. NEWTON; born 1893; farmer. Next-of-kin, T. Newton, Mokotua (father). PTE. W. O'CONNELL; born 1892; clerk. Next-of-kin, Mrs. C. O'Connell, Wilson Street, Timaru. PTE. R. O'BRIEN; born 1892; seaman. Next-of-kin, Edward O'Keeffe, 5 Pitcairn Street, Wanderfeld, London, England. PTE. W. B. PEGLER; born 1892; farmer. Next-of-kin, Mrs. Victoria Pegler, Ross Road, Christchurch (mother). PTE. H. ROBERTS; born 1893; labourer. Next-of-kin, Mrs. A. Roberts, 122 Queen Road, Christchurch (mother). PTE. F. H. RUSSELL; born 1893; cheesemaker. Next-of-kin, Charles Russell, Waitahuna (brother). PTE. P. SAVAGE; born 1893; farmer. Next-of-kin, Mrs. Savage, Drummond Street, Carlton, Melbourne (aunt). PTE. G. SHEDDAN; born 1893; labourer. Next-of-kin, David Sheddan, Waimate (father). LCE.-CORPORAL J. P. SINCLAIR; born 1893; ironmonger. Next-of-kin, David Sinclair, c/o Arthur Street, Oamaru (father). PTE. C. S. SMITH; born 1890; farm hand. Next-of-kin, Mrs. Isobel Smith, Oamaru (mother). PTE. W. S. SMITH; born 1893; labourer. Next-of-kin, Mrs. W. Smith, Chatton, Gore. PTE. E. L. TONER; born 1893; plumber. Next-of-kin, Mrs. Toner, 42 Moorhouse Avenue, Christchurch (father). PTE. T. TURNER; born 1893; labourer. Next-of-kin, Mr. Harry Watson, Brighton (father). PTE. L. M. WATSON; born 1894; labourer. Next-of-kin, Mr. Harry Watson, Brighton (father). PTE. H. WATT; born 1894; upholsterer. Next-of-kin, Mr. Alexander Watt, Steep Street, Dunedin (father). PTE. J. T. WYLIE; born 1891; engineer. Next-of-kin, William Wylie, 331 Main Road, N.E.V., Dunedin (father). PTE. J. YOUNG; born 1892; farmer. Next-of-kin, Robert Young, Wyndham, Southland (father). xyxy=(672,78,939,855)
article-text: Twenty-two of the mutineers in the recent riots at Singapore (in which a number of Europeans were killed) have been court-martialled and shot, and twenty-three others have been transported.—"Times" and Sydney "Sun" services. xyxy=(1747,1125,1932,1178)
article-text: infantry force from New Zealand. The whole of 500 artillerymen was now in camp, and it was expected that the infantrymen of this special force, about 2500 in all, would be in camp within the next few weeks. He was not permitted to mention dates, but judging by present appearances it would not be long before we would have 25,000 men at the front. (Applause.) No one could tell how long the war might last, and it might happen that New Zealand would yet be called upon to provide another 2500 men. If so, he believed that they would be forthcoming. (Applause.) This country had done particularly well during the Boer War, but during the present war it had doubly risen to the occasion, for many men had been sent away in the present Expeditionary Force than were comprised in the whole of the South African contingents at that time. Also the Imperial Government bore the expense of the contingents, but this time New Zealand had taken upon herself the whole cost of her share of the Empire's burden. Every penny of the expenditure connected with the assistance that we were giving to the Empire was being borne by the people of New Zealand, and he believed that this course was approved by 99 out of every thousand of the population of the country. (Applause and hear, hear.) The toasts which were honoured at the luncheon included that of "Our Boys at the Front," proposed by Mr. J. Boddie, the retiring Mayor of Te Kuiti, and responded to by Mr. T. E. Corkill, of the Bank of New Zealand. The toast was honoured with the utmost enthusiasm, accompanied by cheers and the singing of the "Red, White, and Blue." xyxy=(1507,78,1739,358)
dateline: London, May 4. xyxy=(321,1148,375,1158)
article-text: Last evening the Defence Headquarters announced that the following officers had been reported wounded:— xyxy=(390,903,657,923)
column-6 xyxy=(1507,77,1739,1932)
article-text: Speaking in regard to the wounded casualties at the Dardanelles, to-night, Mr. Massey said that the news that had been received on the previous day had brought sorrow to many homes in the Dominion, but it was sorrow mingled with pride at the part that our men were taking, and pride in the fact that they were doing so well. (Applause.) Right throughout New Zealand, as in other parts of the Empire, he continued, there was a determination to see the war through to its very end, and to secure a victory whatever it might cost. (Cheers.) He referred to the very bad reports of German frightfulness and brutality that had occurred during the war, as giving an idea of how we should be governed if we allowed any chances—he did not think there was the slightest chance—Germany was victorious. The idea was unthinkable, but he asked them to reflect how much we owed to-day to the courage of our soldiers, the determination of our citizens, and the foresight of the men who controlled the destinies of the Empire. (Applause.) In alluding to the necessity for more men, the Prime Minister said that he appealed to the manhood of the country, to those who were not kept at home by family ties or duties, and there were thousands of such, to register their names so that when they were called upon they might be ready to go into camp to train for playing their part in the defence of the Empire. (Hear, hear.) Further reference to the war was made by Mr. Massey in responding to the toast of his health at the subsequent luncheon in the new hall. He referred to the anxiety that had prevailed in regard to the absence of a complete list of the casualties at the Dardanelles. In regard to this matter he had just received the following telegram from the officer in charge of the New Zealand Records Office at Alexandria:— "Everything possible is being done to prepare correct lists of the killed and wounded. You can understand that where so many names are involved great care is necessary in verifying before cabling. Only a few particulars as to the killed have been yet received. We are working at high pressure." That night, said Mr. Massey, he had been informed that the missing details would be supplied at the earliest possible moment. xyxy=(1236,619,1492,953)
casualty-row-value: 4 xyxy=(653,401,657,410)
headline-roll-of-honour: ROLL OF HONOUR xyxy=(453,78,594,95)
received-note: (By Telegraph—Press Assn.—Copyright.) xyxy=(1767,1245,1912,1254)
received-note: (Rec. May 6, 0.30 a.m.) xyxy=(1047,190,1128,200)
section-subheading: OTHER ADDITIONAL DETAILS. xyxy=(1027,661,1149,671)
section-subheading: PUBLIC DESIRES INFORMATION. xyxy=(59,1622,189,1632)
casualty-row-label: Divisional Signallers xyxy=(390,515,462,525)
article-text: Medical officer and officer I/O Troops, Captain G. S. Sharp. Chaplain, Rev. C. D. Thornton. 3/38 Corp. W. E. Lawrence; 3/286 Lce.-Corp. C. E. Stanaghan; 2/838 Pte. W. F. Anderson; 3/198 Pte. E. W. Arnold; 3/159 Pte. G. J. Brown; 3/436 Pte. W. Gibson; 3/397 Pte. S. R. Moore; 3/449 Pte. W. Stevens; 3/123a Pte. R. Manning; 3/232 Pte. A. J. Wheeler; 15/32, Pte. A. G. Jacobson. xyxy=(1747,275,1932,360)
section-heading: QUESTION IN THE BRITISH PARLIAMENT xyxy=(66,1596,181,1617)
received-note: (Rec. May 5, 8.30 p.m.) xyxy=(765,1037,847,1047)
lead-paragraph: News from various sources to-day indicates that the Expeditionary troops on the Gallipoli Peninsula are successfully developing a vigorous offensive, and that heavy onslaughts by the Turks in mass have been repelled. The fighting has been severe, and the Australians and New Zealanders appear to have been in the very thick of it. An estimate of the Turkish military strength and disposition of the armies shows that one men are fighting the picked troops of the Ottoman Empire. To-day further lists of the casualties. It is stated that the Maori contingent is to proceed to the firing line, but what front is left to be conjectured. A second Maori contingent is to be sent. xyxy=(43,548,375,633)
section-subheading: A FRIEND'S TRIBUTE. xyxy=(1045,942,1130,952)
section-heading: MEMORIAL SERVICE xyxy=(1019,1173,1156,1187)
section-heading: PRICE OF BUTTER xyxy=(1028,1367,1148,1381)
divider xyxy=(970,1164,1206,1165)
column-2 xyxy=(390,77,657,1932)
casualty-row xyxy=(390,482,657,493)
divider xyxy=(58,460,359,461)
state-heading: TASMANIA. xyxy=(1064,521,1112,531)
section-subheading: KILLED. xyxy=(788,1095,823,1104)
divider xyxy=(1252,175,1476,176)
casualty-row-label: Auckland Infantry xyxy=(390,472,453,481)
section-subheading: Invalids. xyxy=(1823,370,1855,379)
article-text: The Foodstuffs Commission has concluded its investigations regarding the price of butter, and its report was handed to the Government last night. It is understood that the Commission is unanimously of opinion that the prices charged in New Zealand are unduly high, and that the Government should take action in the interests of the consumers. It is also understood that the Commission makes recommendations designed to reduce the price of butter within the Dominion. The first boxes of the Wellington Savage Club will be held on Saturday evening next. xyxy=(954,1400,1221,1485)
article-text: PTE. HERBERT VALENTINE PETERSON; born at Palmerston North in 1892; carrier. Compound fracture of thigh. PTE. WM. STURROCK SMITH; born 1893; porter. Next-of-kin, Mr. T. Smith (father), Chatton, Gore. Injuries to head. xyxy=(390,804,657,846)
